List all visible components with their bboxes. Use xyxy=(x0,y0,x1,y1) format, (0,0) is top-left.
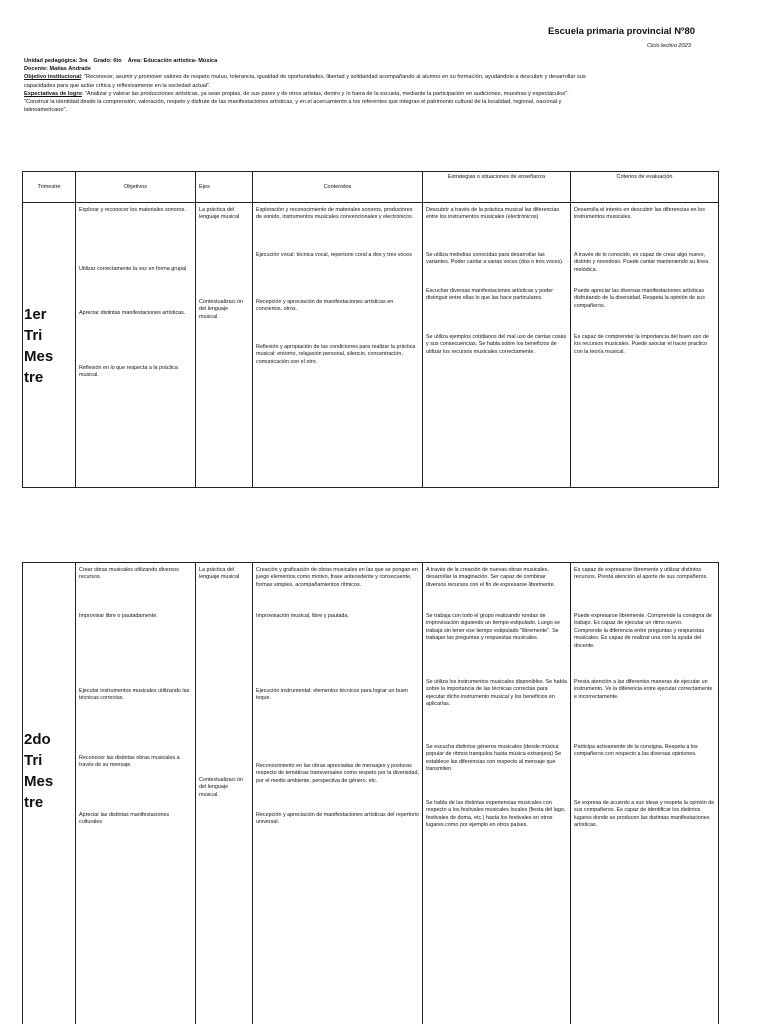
list-item: Improvisar libre o pautadamente. xyxy=(79,613,158,619)
plan-table-second-term xyxy=(22,562,719,1024)
area-label: Área: Educación artística- Música xyxy=(127,58,218,64)
criterios-cell xyxy=(571,563,719,1024)
list-item: Improvisación musical, libre y pautada. xyxy=(256,613,349,619)
list-item: Se utiliza los instrumentos musicales disponibles. Se habla sobre la importancia de las técnicas correctas para ejecutar dicho instrumento musical y los beneficios en aplicarlas. xyxy=(426,679,567,708)
list-item: Se habla de las distintas experiencias musicales con respecto a los festivales musicales locales (fiesta del lago, festivales de doma, etc.) hasta los festivales en otros lugares como por ejemplo en otros países. xyxy=(426,800,566,829)
list-item: Participa activamente de la consigna. Respeta a los compañeros con respecto a las diversas opiniones. xyxy=(574,744,698,758)
objetivo-line xyxy=(24,73,740,81)
unidad-label: Unidad pedagógica: 3ra xyxy=(24,58,88,64)
list-item: Ejecutar instrumentos musicales utilizando las técnicas correctas. xyxy=(79,688,190,702)
list-item: Recepción y apreciación de manifestaciones artísticas del repertorio universal. xyxy=(256,812,420,826)
col-estrategias: Estrategias o situaciones de enseñanza xyxy=(423,172,571,203)
list-item: Desarrolla el interés en descubrir las diferencias en los instrumentos musicales. xyxy=(574,207,705,221)
plan-table-first-term xyxy=(22,171,719,488)
table-header-row xyxy=(23,172,719,203)
list-item: Se utiliza ejemplos cotidianos del mal uso de ciertas cosas y sus consecuencias. Se habla sobre los beneficios de utilizar los recursos musicales correctamente. xyxy=(426,334,567,355)
ejes-cell xyxy=(196,563,253,1024)
objetivo-text: : "Reconocer, asumir y promover valores de respeto mutuo, tolerancia, igualdad de oportunidades, libertad y solidaridad acompañando al alumno en su formación, ayudándolo a descubrir y desarrollar sus xyxy=(80,74,586,81)
list-item: Creación y graficación de obras musicales en las que se pongan en juego elementos como motivo, frase antecedente y consecuente, formas simples, acompañamientos rítmicos. xyxy=(256,567,418,588)
list-item: Descubrir a través de la práctica musical las diferencias entre los instrumentos musicales (electrónicos) xyxy=(426,207,560,221)
col-objetivos: Objetivos xyxy=(76,172,196,203)
school-cycle: Ciclo lectivo 2023 xyxy=(647,43,691,49)
list-item: Reconocer las distintas obras musicales a través de su mensaje. xyxy=(79,755,180,769)
construir-line: "Construir la identidad desde la comprensión, valoración, respeto y disfrute de las manifestaciones artísticas, y en el acercamiento a los referentes que integran el patrimonio cultural de la localidad, regional, nacional y xyxy=(24,99,562,106)
estrategias-cell xyxy=(423,203,571,488)
term-text: 2do Tri Mes tre xyxy=(24,730,54,811)
list-item: Reflexión en lo que respecta a la práctica musical. xyxy=(79,365,178,379)
expectativas-label: Expectativas de logro xyxy=(24,90,82,97)
list-item: Contextualizaci ón del lenguaje musical. xyxy=(199,777,244,798)
col-contenidos: Contenidos xyxy=(253,172,423,203)
ejes-cell xyxy=(196,203,253,488)
list-item: Presta atención a las diferentes maneras de ejecutar un instrumento. Ve la diferencia entre ejecutar correctamente e incorrectamente. xyxy=(574,679,713,700)
list-item: A través de la creación de nuevas obras musicales, desarrollar la imaginación. Ser capaz de combinar diversos recursos con el fin de expresarse libremente. xyxy=(426,567,556,588)
expectativas-text: : "Analizar y valorar las producciones artísticas, ya sean propias, de sus pares y de otros artistas, dentro y /o fuera de la escuela, mediante la participación en audiciones, muestras y espectáculos". xyxy=(81,90,569,97)
table-row xyxy=(23,203,719,488)
list-item: Ejecución instrumental: elementos técnicos para lograr un buen toque. xyxy=(256,688,408,702)
col-trimestre: Trimestre xyxy=(23,172,76,203)
list-item: Crear obras musicales utilizando diversos recursos. xyxy=(79,567,179,581)
list-item: A través de lo conocido, es capaz de crear algo nuevo, distinto y novedoso. Puede cantar manteniendo su línea melódica. xyxy=(574,252,709,273)
term-label xyxy=(23,203,76,488)
table-row xyxy=(23,563,719,1024)
list-item: Puede expresarse libremente. Comprende la consigna de trabajo. Es capaz de ejecutar un ritmo nuevo. Comprende la diferencia entre preguntas y respuestas musicales. Es capaz de realizar una con la ayuda del docente. xyxy=(574,613,712,649)
criterios-cell xyxy=(571,203,719,488)
document-header xyxy=(24,57,740,114)
school-name: Escuela primaria provincial Nº80 xyxy=(548,26,696,37)
list-item: Se trabaja con todo el grupo realizando rondas de improvisación siguiendo un tiempo estipulado. Luego se trabaja sin tener ese tiempo estipulado "libremente". Se trabajan las preguntas y respuestas musicales. xyxy=(426,613,560,642)
list-item: Exploración y reconocimiento de materiales sonoros, productores de sonido, instrumentos musicales convencionales y electrónicos. xyxy=(256,207,414,221)
contenidos-cell xyxy=(253,203,423,488)
list-item: Ejecución vocal: técnica vocal, repertorio coral a dos y tres voces xyxy=(256,252,412,258)
list-item: Apreciar distintas manifestaciones artísticas. xyxy=(79,310,186,316)
list-item: Se expresa de acuerdo a sus ideas y respeta la opinión de sus compañeros. Es capaz de identificar los distintos lugares donde se producen las distintas manifestaciones artísticas. xyxy=(574,800,715,829)
contenidos-cell xyxy=(253,563,423,1024)
estrategias-cell xyxy=(423,563,571,1024)
list-item: Utilizar correctamente la voz en forma grupal xyxy=(79,266,187,272)
list-item: Se escucha distintos géneros musicales (desde música popular de ritmos tranquilos hasta música extranjera) Se establece las diferencias con respecto al mensaje que transmiten. xyxy=(426,744,562,773)
list-item: Es capaz de expresarse libremente y utilizar distintos recursos. Presta atención al aporte de sus compañeros. xyxy=(574,567,708,581)
list-item: La práctica del lenguaje musical xyxy=(199,567,240,581)
list-item: Se utiliza melodías conocidas para desarrollar las variantes. Poder cantar a varias voces (dos o tres voces). xyxy=(426,252,564,266)
list-item: Escuchar diversas manifestaciones artísticas y poder distinguir entre ellas lo que las hace particulares. xyxy=(426,288,554,302)
list-item: Puede apreciar las diversas manifestaciones artísticas disfrutando de la diversidad. Respeta la opinión de sus compañeros. xyxy=(574,288,705,309)
term-text: 1er Tri Mes tre xyxy=(24,306,54,386)
objetivos-cell xyxy=(76,203,196,488)
objetivo-cont: capacidades para que actúe crítica y reflexivamente en la sociedad actual". xyxy=(24,82,211,89)
col-criterios: Criterios de evaluación xyxy=(571,172,719,203)
docente-line: Docente: Matías Andrade xyxy=(24,66,91,73)
term-label xyxy=(23,563,76,1024)
list-item: Reconocimiento en las obras apreciadas de mensajes y posturas respecto de temáticas transversales como respeto por la diversidad, por el medio ambiente, perspectiva de género, etc. xyxy=(256,763,419,784)
construir-cont: latinoamericano". xyxy=(24,107,68,114)
grado-label: Grado: 6to xyxy=(93,58,122,64)
list-item: Es capaz de comprender la importancia del buen uso de los recursos musicales. Puede asociar el hacer practico con la teoría musical. xyxy=(574,334,709,355)
list-item: La práctica del lenguaje musical xyxy=(199,207,240,221)
list-item: Contextualizaci ón del lenguaje musical. xyxy=(199,299,244,320)
info-line xyxy=(24,57,740,65)
col-ejes: Ejes xyxy=(196,172,253,203)
list-item: Recepción y apreciación de manifestaciones artísticas en conciertos, otros. xyxy=(256,299,394,313)
expectativas-line xyxy=(24,90,740,98)
list-item: Apreciar las distintas manifestaciones culturales xyxy=(79,812,170,826)
list-item: Reflexión y apropiación de las condiciones para realizar la práctica musical: entorno, relajación personal, silencio, concentración, comunicación con el otro. xyxy=(256,344,416,365)
objetivos-cell xyxy=(76,563,196,1024)
list-item: Explorar y reconocer los materiales sonoros. xyxy=(79,207,186,213)
objetivo-label: Objetivo institucional xyxy=(24,74,81,81)
